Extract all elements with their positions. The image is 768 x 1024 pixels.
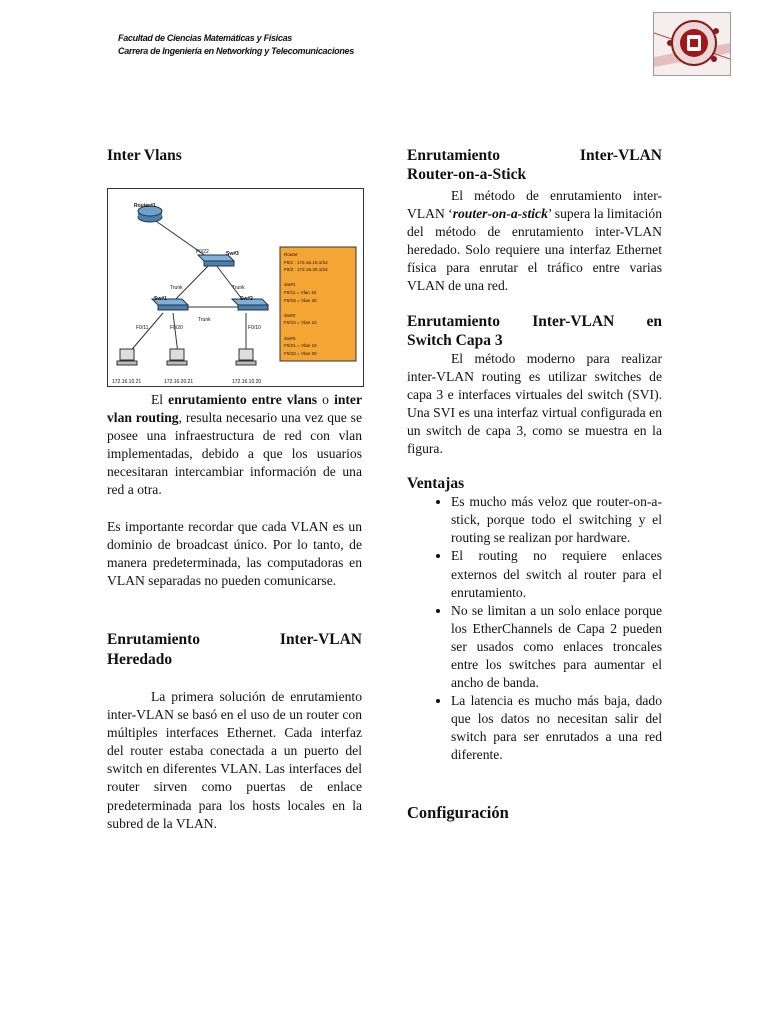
legend-line: F0/2 : 172.16.20.1/24 <box>284 267 328 273</box>
university-logo <box>653 12 731 76</box>
legend-line: Router <box>284 252 298 257</box>
legend-line: F0/15 = Vlan 20 <box>284 297 317 303</box>
legend-line: F0/22 = Vlan 20 <box>284 350 317 356</box>
legend-line: F0/21 = Vlan 10 <box>284 343 317 349</box>
heading-switch-capa3: Enrutamiento Inter-VLAN en <box>407 312 662 330</box>
diagram-legend <box>284 251 328 357</box>
heading-heredado-line2: Heredado <box>107 650 173 668</box>
list-item: • La latencia es mucho más baja, dado que los datos no necesitan salir del switch para ser enrutados a una red diferente. <box>451 692 662 764</box>
list-item: • No se limitan a un solo enlace porque los EtherChannels de Capa 2 pueden ser usados como enlaces troncales entre los switches para aumentar el ancho de banda. <box>451 602 662 692</box>
network-diagram <box>107 188 364 387</box>
legend-line <box>284 327 328 335</box>
paragraph-router-on-a-stick: El método de enrutamiento inter-VLAN ‘router-on-a-stick’ supera la limitación del método de enrutamiento inter-VLAN heredado. Solo requiere una interfaz Ethernet física para enrutar el tráfico entre varias VLAN de una red. <box>407 188 663 294</box>
label-sw2: Sw#2 <box>240 296 253 302</box>
legend-line: F0/10 = Vlan 10 <box>284 320 317 326</box>
label-sw1: Sw#1 <box>154 296 167 302</box>
heading-heredado: Enrutamiento Inter-VLAN <box>107 630 362 648</box>
heading-configuracion: Configuración <box>407 802 509 822</box>
list-item: • Es mucho más veloz que router-on-a-stick, porque todo el switching y el routing se realizan por hardware. <box>451 493 662 547</box>
legend-line: F0/1 : 172.16.10.1/24 <box>284 259 328 265</box>
heading-switch-capa3-line2: Switch Capa 3 <box>407 331 503 349</box>
label-port-1: F0/11 <box>136 325 149 331</box>
label-pc-3: 172.16.10.20 <box>232 379 262 385</box>
left-column <box>107 146 362 833</box>
label-port-3: F0/10 <box>248 325 261 331</box>
pc-1-icon <box>117 349 137 365</box>
heading-router-on-a-stick-line2: Router-on-a-Stick <box>407 166 527 183</box>
label-pc-2: 172.16.20.21 <box>164 379 194 385</box>
paragraph-broadcast: Es importante recordar que cada VLAN es un dominio de broadcast único. Por lo tanto, de manera predeterminada, las computadoras en VLAN separadas no pueden comunicarse. <box>107 518 362 588</box>
ventajas-list <box>407 493 662 764</box>
paragraph-switch-capa3: El método moderno para realizar inter-VLAN routing es utilizar switches de capa 3 e interfaces virtuales del switch (SVI). Una SVI es una interfaz virtual configurada en un switch de capa 3, como se muestra en la figura. <box>407 350 662 457</box>
heading-ventajas: Ventajas <box>407 475 465 493</box>
career-name: Carrera de Ingeniería en Networking y Telecomunicaciones <box>118 46 354 56</box>
title-inter-vlans: Inter Vlans <box>107 147 182 164</box>
label-port-router: F0/22 <box>196 249 209 255</box>
legend-line <box>284 304 328 312</box>
faculty-name: Facultad de Ciencias Matemáticas y Físicas <box>118 33 292 43</box>
label-port-2: F0/20 <box>170 325 183 331</box>
paragraph-heredado: La primera solución de enrutamiento inter-VLAN se basó en el uso de un router con múltiples interfaces Ethernet. Cada interfaz del router estaba conectada a un puerto del switch en diferentes VLAN. Las interfaces del router sirven como puertas de enlace predeterminada para los hosts locales en la subred de la VLAN. <box>107 688 362 831</box>
legend-line: F0/11 = Vlan 10 <box>284 289 317 295</box>
legend-line <box>284 274 328 282</box>
legend-line: Sw#3 <box>284 335 296 341</box>
right-column <box>407 146 662 822</box>
label-trunk-2: Trunk <box>232 285 245 291</box>
label-pc-1: 172.16.10.21 <box>112 379 142 385</box>
label-trunk-3: Trunk <box>198 317 211 323</box>
legend-line: Sw#1 <box>284 282 296 288</box>
list-item: • El routing no requiere enlaces externos del switch al router para el enrutamiento. <box>451 547 662 601</box>
document-header <box>118 32 354 58</box>
pc-2-icon <box>167 349 187 365</box>
heading-router-on-a-stick: Enrutamiento Inter-VLAN <box>407 147 662 164</box>
legend-line: Sw#2 <box>284 312 296 318</box>
pc-3-icon <box>236 349 256 365</box>
label-sw3: Sw#3 <box>226 251 239 257</box>
label-trunk-1: Trunk <box>170 285 183 291</box>
paragraph-intro: El enrutamiento entre vlans o inter vlan routing, resulta necesario una vez que se posee una infraestructura de red con vlan implementadas, debido a que los usuarios necesitaran intercambiar información de una red a otra. <box>107 392 362 498</box>
label-router: Router#1 <box>134 203 156 209</box>
